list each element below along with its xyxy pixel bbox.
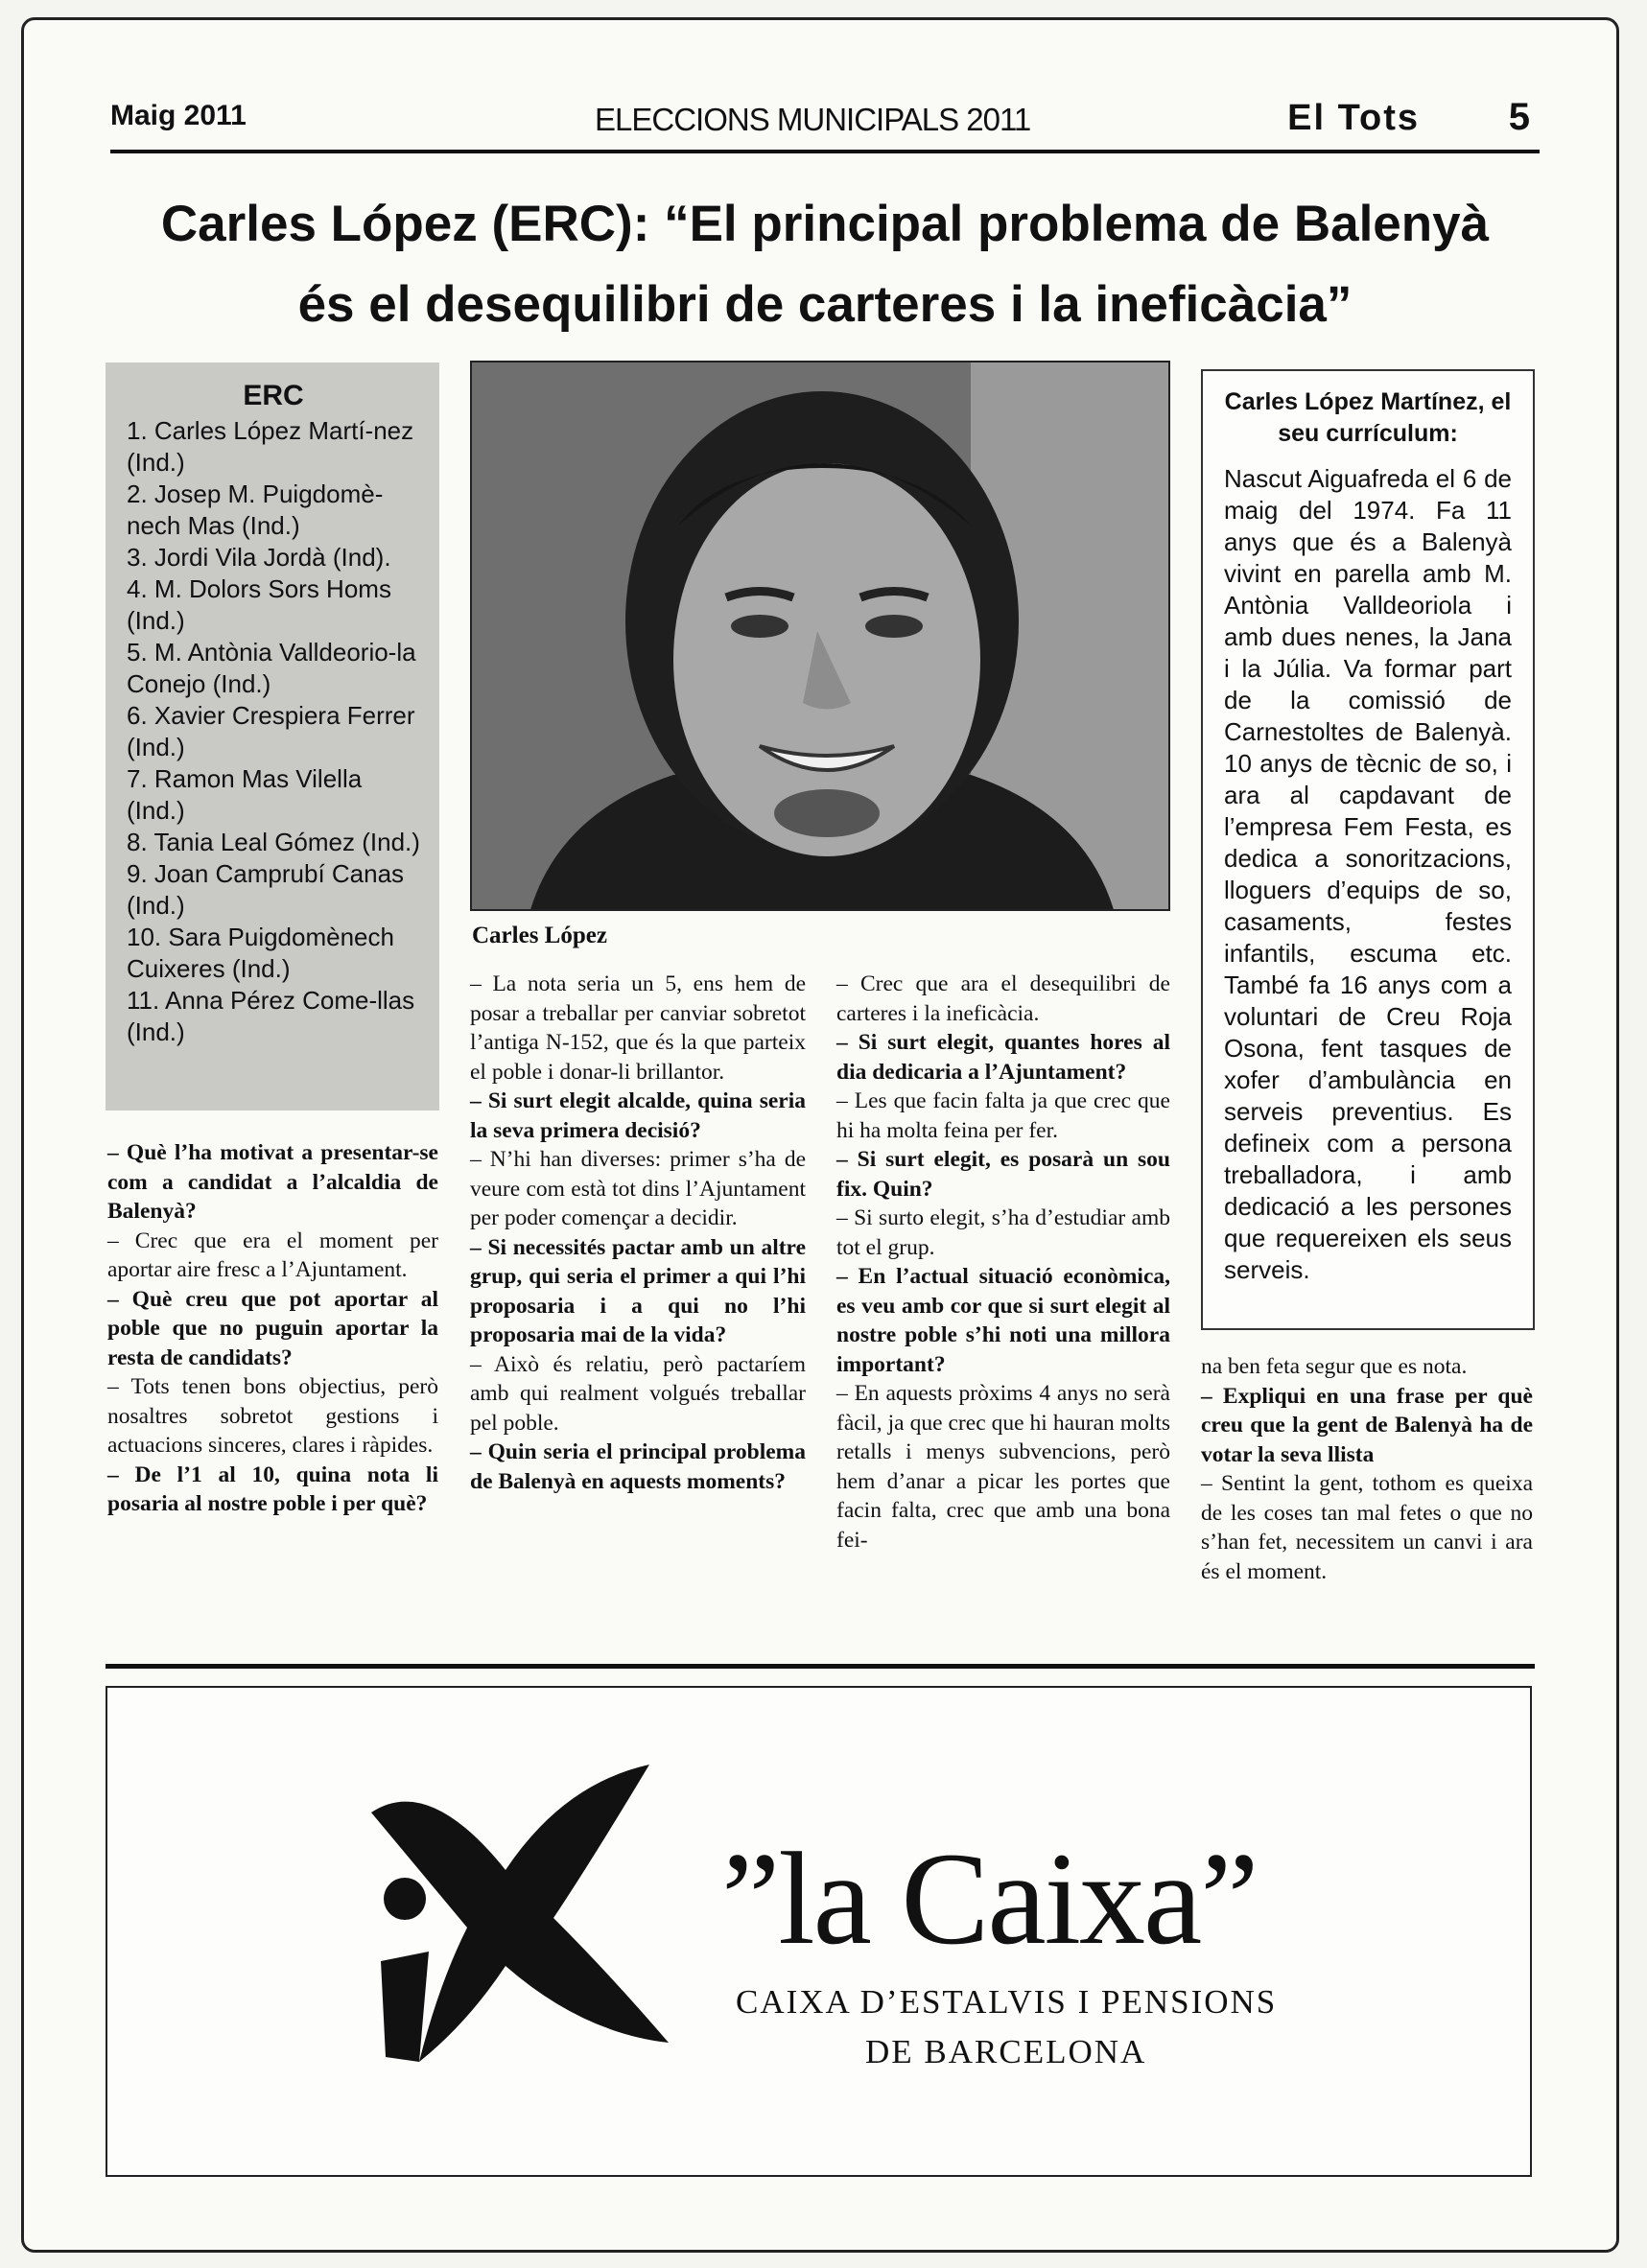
portrait-illustration	[472, 362, 1170, 911]
ad-brand-name: ”la Caixa”	[721, 1825, 1258, 1972]
interview-question: – Si necessités pactar amb un altre grup, qui seria el primer a qui l’hi proposaria i a qui no l’hi proposaria mai de la vida?	[470, 1234, 806, 1347]
interview-question: – Expliqui en una frase per què creu que la gent de Balenyà ha de votar la seva llista	[1201, 1383, 1533, 1467]
candidate-photo	[470, 361, 1170, 911]
candidate-list-item: 3. Jordi Vila Jordà (Ind).	[127, 543, 391, 572]
interview-answer: na ben feta segur que es nota.	[1201, 1354, 1468, 1379]
ad-divider	[106, 1664, 1535, 1669]
interview-column-2	[470, 970, 806, 1496]
candidate-list-item: 10. Sara Puigdomènech Cuixeres (Ind.)	[127, 923, 394, 983]
candidate-list-item: 11. Anna Pérez Come-llas (Ind.)	[127, 986, 415, 1046]
interview-answer: – Les que facin falta ja que crec que hi ha molta feina per fer.	[836, 1088, 1170, 1143]
photo-caption: Carles López	[472, 923, 607, 948]
candidate-list-box	[106, 362, 439, 1111]
ad-tagline-1: CAIXA D’ESTALVIS I PENSIONS	[736, 1983, 1278, 2021]
cv-title: Carles López Martínez, el seu currículum:	[1224, 388, 1512, 447]
page-header	[110, 92, 1540, 153]
cv-body: Nascut Aiguafreda el 6 de maig del 1974. Fa 11 anys que és a Balenyà vivint en parella amb M. Antònia Valldeoriola i amb dues nenes, la Jana i la Júlia. Va formar part de la comissió de Carnestoltes de Balenyà. 10 anys de tècnic de so, i ara al capdavant de l’empresa Fem Festa, es dedica a sonoritzacions, lloguers d’equips de so, casaments, festes infantils, escuma etc. També fa 16 anys com a voluntari de Creu Roja Osona, fent tasques de xofer d’ambulància en serveis preventius. Es defineix com a persona treballadora, i amb dedicació a les persones que requereixen els seus serveis.	[1224, 464, 1512, 1284]
candidate-list-title: ERC	[243, 380, 304, 411]
candidate-list-item: 6. Xavier Crespiera Ferrer (Ind.)	[127, 701, 415, 761]
candidate-list-item: 9. Joan Camprubí Canas (Ind.)	[127, 859, 405, 920]
interview-answer: – La nota seria un 5, ens hem de posar a treballar per canviar sobretot l’antiga N-152, que és la que parteix el poble i donar-li brillantor.	[470, 971, 806, 1085]
interview-answer: – Crec que ara el desequilibri de carteres i la ineficàcia.	[836, 971, 1170, 1026]
interview-question: – De l’1 al 10, quina nota li posaria al nostre poble i per què?	[107, 1461, 438, 1516]
interview-question: – Si surt elegit, quantes hores al dia dedicaria a l’Ajuntament?	[836, 1030, 1170, 1085]
interview-question: – Si surt elegit alcalde, quina seria la seva primera decisió?	[470, 1088, 806, 1143]
headline-line-1: Carles López (ERC): “El principal problema de Balenyà	[160, 196, 1490, 252]
header-page-number: 5	[1508, 96, 1530, 138]
interview-column-3	[836, 970, 1170, 1555]
interview-answer: – N’hi han diverses: primer s’ha de veure com està tot dins l’Ajuntament per poder començar a decidir.	[470, 1147, 806, 1230]
candidate-list-item: 7. Ramon Mas Vilella (Ind.)	[127, 764, 363, 825]
headline-line-2: és el desequilibri de carteres i la ineficàcia”	[297, 276, 1353, 333]
interview-question: – Quin seria el principal problema de Balenyà en aquests moments?	[470, 1439, 806, 1494]
interview-answer: – En aquests pròxims 4 anys no serà fàcil, ja que crec que hi hauran molts retalls i menys subvencions, però hem d’anar a picar les portes que facin falta, crec que amb una bona fei-	[836, 1381, 1170, 1553]
interview-question: – Si surt elegit, es posarà un sou fix. Quin?	[836, 1147, 1170, 1202]
candidate-list-item: 8. Tania Leal Gómez (Ind.)	[127, 828, 420, 856]
interview-column-1	[107, 1138, 438, 1519]
candidate-list-item: 4. M. Dolors Sors Homs (Ind.)	[127, 574, 391, 635]
interview-question: – En l’actual situació econòmica, es veu amb cor que si surt elegit al nostre poble s’hi noti una millora important?	[836, 1264, 1170, 1377]
header-date: Maig 2011	[110, 100, 247, 131]
article-headline	[106, 184, 1544, 345]
cv-box	[1201, 369, 1535, 1330]
interview-answer: – Tots tenen bons objectius, però nosaltres sobretot gestions i actuacions sinceres, clares i ràpides.	[107, 1374, 438, 1458]
interview-question: – Què l’ha motivat a presentar-se com a candidat a l’alcaldia de Balenyà?	[107, 1140, 438, 1224]
interview-answer: – Sentint la gent, tothom es queixa de les coses tan mal fetes o que no s’han fet, necessitem un canvi i ara és el moment.	[1201, 1471, 1533, 1584]
interview-question: – Què creu que pot aportar al poble que no puguin aportar la resta de candidats?	[107, 1286, 438, 1370]
interview-answer: – Això és relatiu, però pactaríem amb qui realment volgués treballar pel poble.	[470, 1351, 806, 1436]
candidate-list	[127, 415, 420, 1048]
candidate-list-item: 2. Josep M. Puigdomè-nech Mas (Ind.)	[127, 479, 384, 540]
ad-tagline-2: DE BARCELONA	[865, 2033, 1147, 2070]
advertisement	[106, 1686, 1532, 2177]
header-section: ELECCIONS MUNICIPALS 2011	[595, 102, 1031, 137]
la-caixa-star-logo-icon	[362, 1755, 678, 2071]
interview-column-4	[1201, 1352, 1533, 1586]
candidate-list-item: 5. M. Antònia Valldeorio-la Conejo (Ind.)	[127, 638, 416, 698]
candidate-list-item: 1. Carles López Martí-nez (Ind.)	[127, 416, 414, 477]
header-publication: El Tots	[1287, 98, 1420, 138]
interview-answer: – Si surto elegit, s’ha d’estudiar amb tot el grup.	[836, 1205, 1170, 1260]
interview-answer: – Crec que era el moment per aportar aire fresc a l’Ajuntament.	[107, 1228, 438, 1282]
